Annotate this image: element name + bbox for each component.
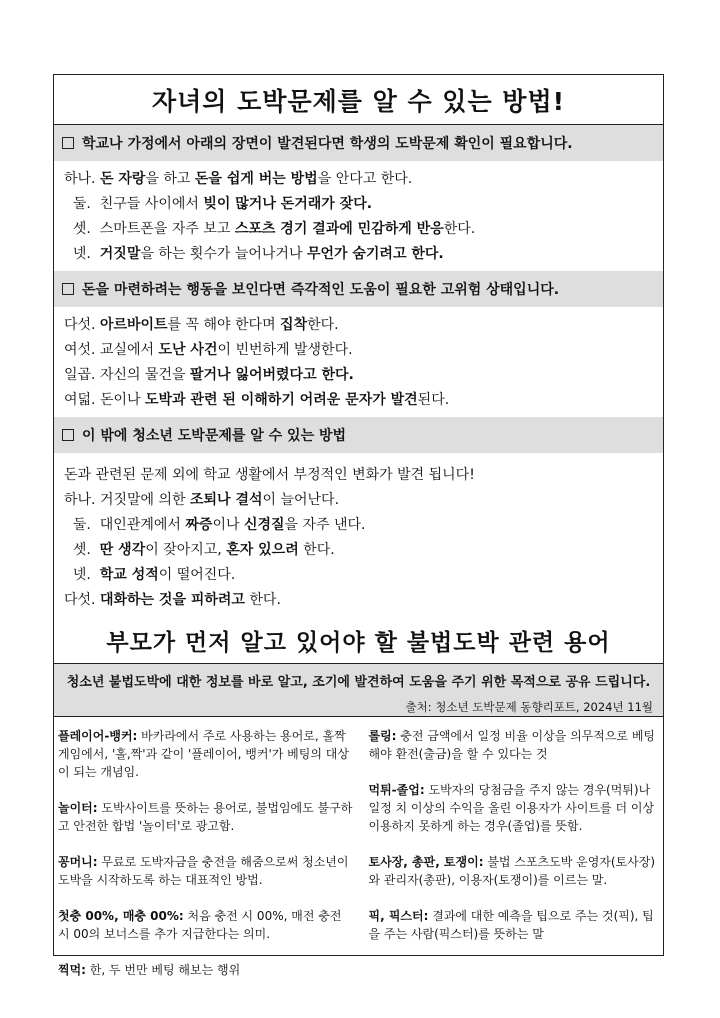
glossary-title: 부모가 먼저 알고 있어야 할 불법도박 관련 용어 [106,629,611,656]
line-text: 한다. [244,592,281,608]
line-text: 를 꼭 해야 한다며 [167,317,281,333]
emphasis-text: 돈을 쉽게 버는 방법 [194,171,318,187]
glossary-term: 찍먹: [58,963,86,977]
emphasis-text: 빚이 많거나 돈거래가 잦다. [203,196,373,212]
line-text: 여덟. 돈이나 [64,392,145,408]
line-text: 한다. [298,542,335,558]
section-lines [54,161,663,271]
glossary-term: 플레이어-뱅커: [58,729,138,743]
line-text: 을 안다고 한다. [317,171,413,187]
line-text: 이 늘어난다. [262,492,340,508]
line-text: 을 자주 낸다. [284,517,366,533]
glossary-column-right [361,727,664,997]
list-item [64,338,663,363]
glossary-entry [369,727,660,763]
glossary-entry [369,853,660,889]
emphasis-text: 집착 [280,317,308,333]
line-text: 하나. 거짓말에 의한 [64,492,190,508]
emphasis-text: 거짓말 [99,246,141,262]
emphasis-text: 혼자 있으려 [226,542,299,558]
section-heading [54,271,663,307]
glossary-definition: 한, 두 번만 베팅 해보는 행위 [85,963,241,977]
glossary-term: 토사장, 총판, 토쟁이: [368,855,484,869]
glossary-definition: 충전 금액에서 일정 비율 이상을 의무적으로 베팅해야 환전(출금)을 할 수 있다는 것 [368,729,656,761]
line-text: 넷. [64,567,100,583]
line-text: 한다. [443,221,476,237]
notice-text: 청소년 불법도박에 대한 정보를 바로 알고, 조기에 발견하여 도움을 주기 위한 목적으로 공유 드립니다. [66,675,651,690]
emphasis-text: 대화하는 것을 피하려고 [99,592,245,608]
emphasis-text: 학교 성적 [99,567,159,583]
glossary-column-left [58,727,361,997]
line-text: 셋. [64,542,100,558]
emphasis-text: 돈 자랑 [99,171,146,187]
section-heading-text: 학교나 가정에서 아래의 장면이 발견된다면 학생의 도박문제 확인이 필요합니다. [82,136,573,152]
emphasis-text: 스포츠 경기 결과에 민감하게 반응 [234,221,444,237]
glossary-definition: 처음 충전 시 00%, 매전 충전 시 00의 보너스를 추가 지급한다는 의미. [58,909,342,941]
list-item [64,588,663,613]
line-text: 여섯. 교실에서 [64,342,159,358]
section-lines [54,307,663,417]
list-item [64,388,663,413]
list-item [64,538,663,563]
document-frame [53,74,664,977]
emphasis-text: 팔거나 잃어버렸다고 한다. [190,367,354,383]
line-text: 다섯. [64,592,100,608]
glossary-entry [58,907,355,943]
emphasis-text: 도박과 관련 된 이해하기 어려운 문자가 발견 [144,392,418,408]
list-item [64,463,663,488]
checkbox-square-icon [62,283,74,295]
source-note: 출처: 청소년 도박문제 동향리포트, 2024년 11월 [405,700,653,714]
line-text: 일곱. 자신의 물건을 [64,367,190,383]
line-text: 된다. [417,392,450,408]
line-text: 둘. 대인관계에서 [64,517,186,533]
emphasis-text: 신경질 [243,517,285,533]
line-text: 돈과 관련된 문제 외에 학교 생활에서 부정적인 변화가 발견 됩니다! [64,467,475,483]
notice-box [54,663,663,717]
emphasis-text: 딴 생각 [99,542,146,558]
glossary-term: 롤링: [368,729,397,743]
line-text: 이 빈번하게 발생한다. [217,342,353,358]
list-item [64,488,663,513]
section-heading [54,417,663,453]
list-item [64,363,663,388]
glossary-entry [58,799,355,835]
emphasis-text: 도난 사건 [158,342,218,358]
line-text: 이나 [212,517,244,533]
glossary-entry [369,907,660,943]
line-text: 을 하는 횟수가 늘어나거나 [140,246,307,262]
line-text: 을 하고 [145,171,195,187]
checkbox-square-icon [62,137,74,149]
glossary-entry [58,727,355,781]
glossary-entry [58,961,355,979]
line-text: 이 잦아지고, [145,542,227,558]
glossary [54,717,663,997]
section-2 [54,271,663,417]
glossary-definition: 결과에 대한 예측을 팁으로 주는 것(픽), 팁을 주는 사람(픽스터)를 뜻하는 말 [368,909,654,941]
line-text: 하나. [64,171,100,187]
list-item [64,217,663,242]
checkbox-square-icon [62,429,74,441]
glossary-definition: 도박자의 당첨금을 주지 않는 경우(먹튀)나 일정 치 이상의 수익을 올린 이용자가 사이트를 더 이상 이용하지 못하게 하는 경우(졸업)를 뜻함. [368,783,655,833]
section-heading-text: 이 밖에 청소년 도박문제를 알 수 있는 방법 [82,428,347,444]
list-item [64,513,663,538]
glossary-entry [58,853,355,889]
list-item [64,242,663,267]
line-text: 넷. [64,246,100,262]
emphasis-text: 조퇴나 결석 [190,492,263,508]
glossary-definition: 바카라에서 주로 사용하는 용어로, 홀짝게임에서, '홀,짝'과 같이 '플레이어, 뱅커'가 베팅의 대상이 되는 개념임. [58,729,349,779]
list-item [64,192,663,217]
glossary-term: 놀이터: [58,801,98,815]
glossary-term: 먹튀-졸업: [368,783,425,797]
line-text: 이 떨어진다. [158,567,236,583]
line-text: 다섯. [64,317,100,333]
glossary-entry [369,781,660,835]
list-item [64,167,663,192]
glossary-definition: 불법 스포츠도박 운영자(토사장)와 관리자(총판), 이용자(토쟁이)를 이르는 말. [368,855,656,887]
list-item [64,313,663,338]
section-3 [54,417,663,617]
glossary-definition: 무료로 도박자금을 충전을 해줌으로써 청소년이 도박을 시작하도록 하는 대표적인 방법. [58,855,349,887]
line-text: 셋. 스마트폰을 자주 보고 [64,221,235,237]
emphasis-text: 짜증 [185,517,213,533]
glossary-term: 첫충 00%, 매충 00%: [58,909,184,923]
glossary-term: 꽁머니: [58,855,98,869]
emphasis-text: 아르바이트 [99,317,168,333]
glossary-definition: 도박사이트를 뜻하는 용어로, 불법임에도 불구하고 안전한 합법 '놀이터'로 광고함. [58,801,353,833]
section-lines [54,453,663,617]
glossary-term: 픽, 픽스터: [368,909,429,923]
section-heading-text: 돈을 마련하려는 행동을 보인다면 즉각적인 도움이 필요한 고위험 상태입니다. [82,282,560,298]
emphasis-text: 무언가 숨기려고 한다. [306,246,444,262]
line-text: 둘. 친구들 사이에서 [64,196,204,212]
line-text: 한다. [307,317,339,333]
section-1 [54,125,663,271]
page-title: 자녀의 도박문제를 알 수 있는 방법! [54,75,663,125]
section-heading [54,125,663,161]
list-item [64,563,663,588]
